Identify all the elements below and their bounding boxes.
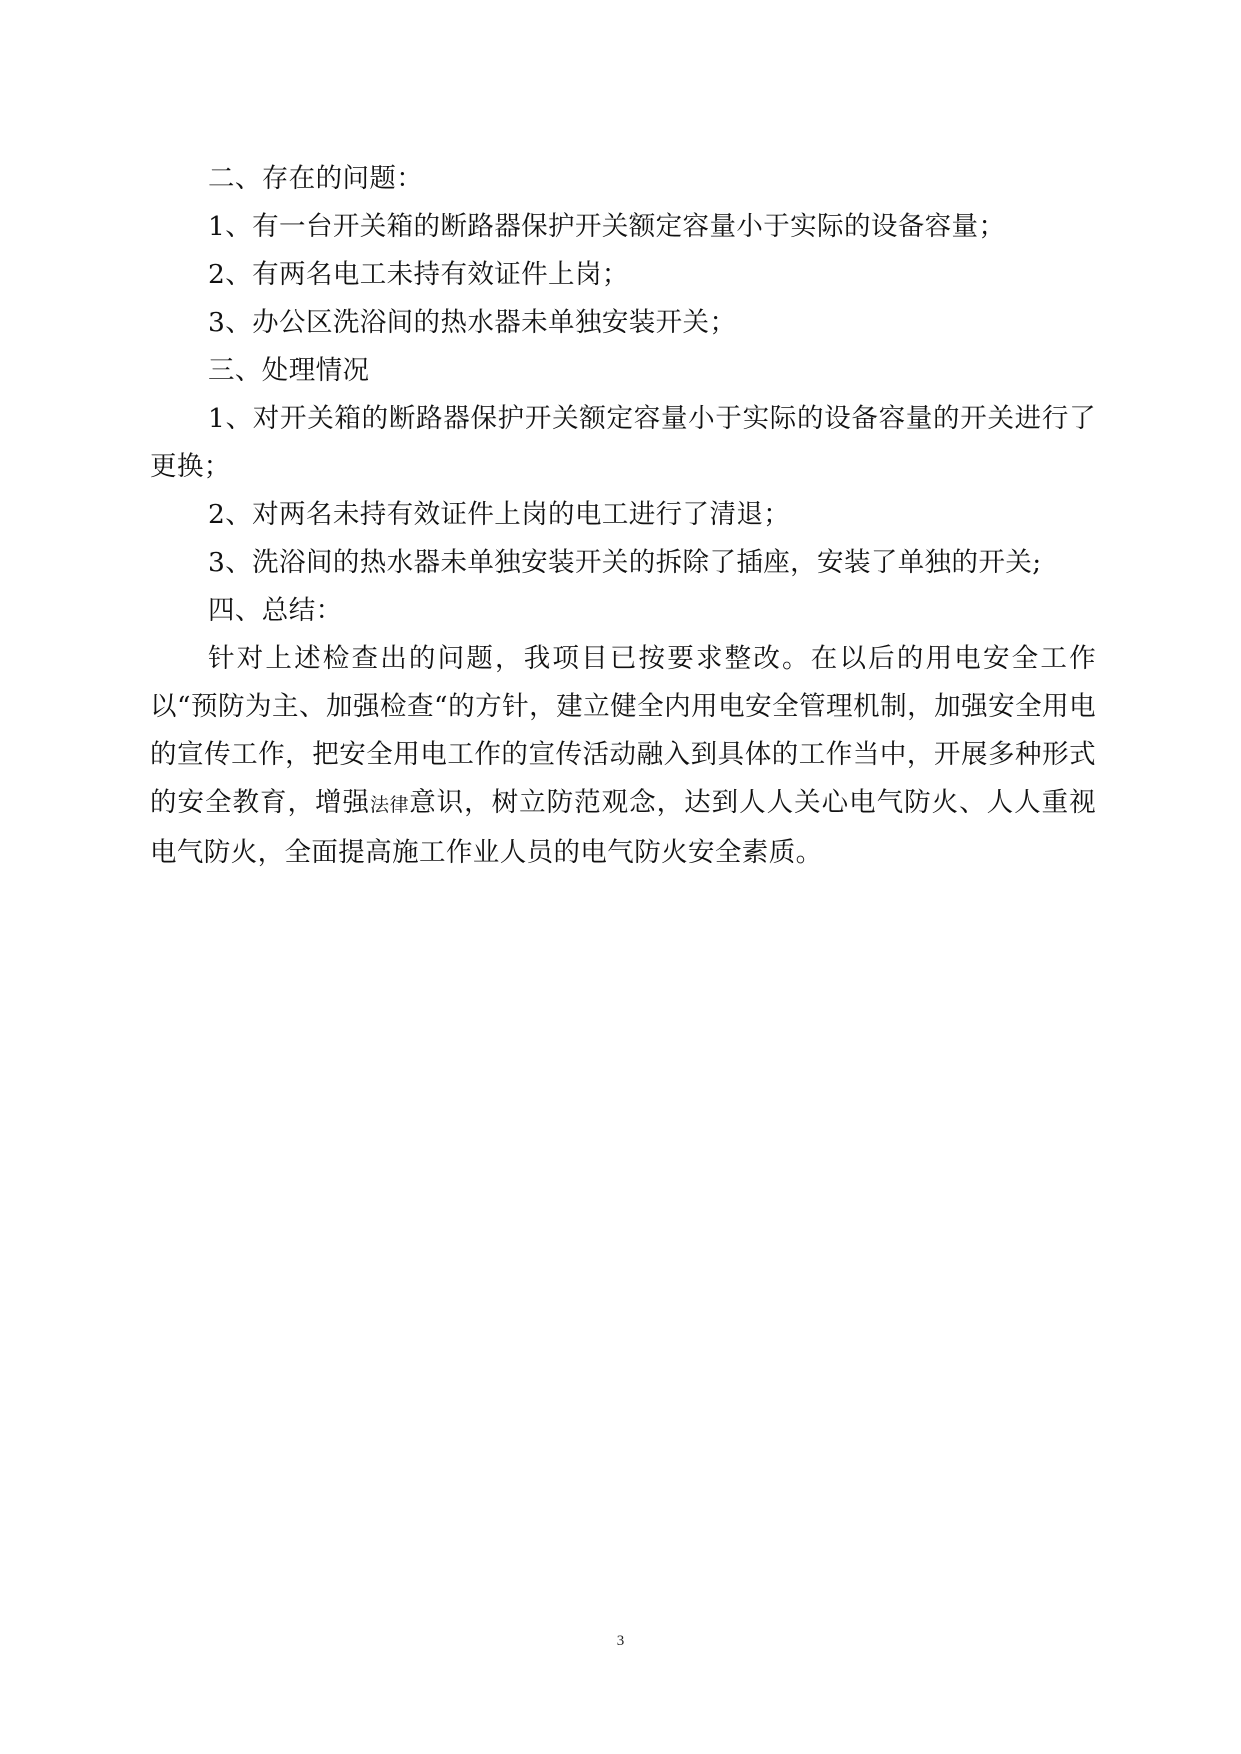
summary-paragraph bbox=[150, 635, 1096, 877]
handling-item-1: 1、对开关箱的断路器保护开关额定容量小于实际的设备容量的开关进行了更换； bbox=[150, 403, 1096, 482]
heading-problems: 二、存在的问题： bbox=[208, 163, 424, 194]
heading-handling: 三、处理情况 bbox=[208, 355, 370, 386]
summary-text-part2: 意识，树立防范观念，达到人人关心电气防火、人人重视电气防火，全面提高施工作业人员的电气防火安全素质。 bbox=[150, 787, 1097, 868]
document-body bbox=[150, 155, 1096, 877]
summary-text-small: 法律 bbox=[369, 794, 410, 816]
summary-text-part1: 针对上述检查出的问题，我项目已按要求整改。在以后的用电安全工作以“预防为主、加强检查“的方针，建立健全内用电安全管理机制，加强安全用电的宣传工作，把安全用电工作的宣传活动融入到具体的工作当中，开展多种形式的安全教育，增强 bbox=[150, 643, 1096, 818]
heading-summary: 四、总结： bbox=[208, 595, 343, 626]
handling-item-2: 2、对两名未持有效证件上岗的电工进行了清退； bbox=[208, 499, 791, 530]
problem-item-3: 3、办公区洗浴间的热水器未单独安装开关； bbox=[208, 307, 737, 338]
problem-item-2: 2、有两名电工未持有效证件上岗； bbox=[208, 259, 629, 290]
page-number: 3 bbox=[616, 1633, 625, 1649]
problem-item-1: 1、有一台开关箱的断路器保护开关额定容量小于实际的设备容量； bbox=[208, 211, 1006, 242]
handling-item-3: 3、洗浴间的热水器未单独安装开关的拆除了插座，安装了单独的开关; bbox=[208, 547, 1042, 578]
